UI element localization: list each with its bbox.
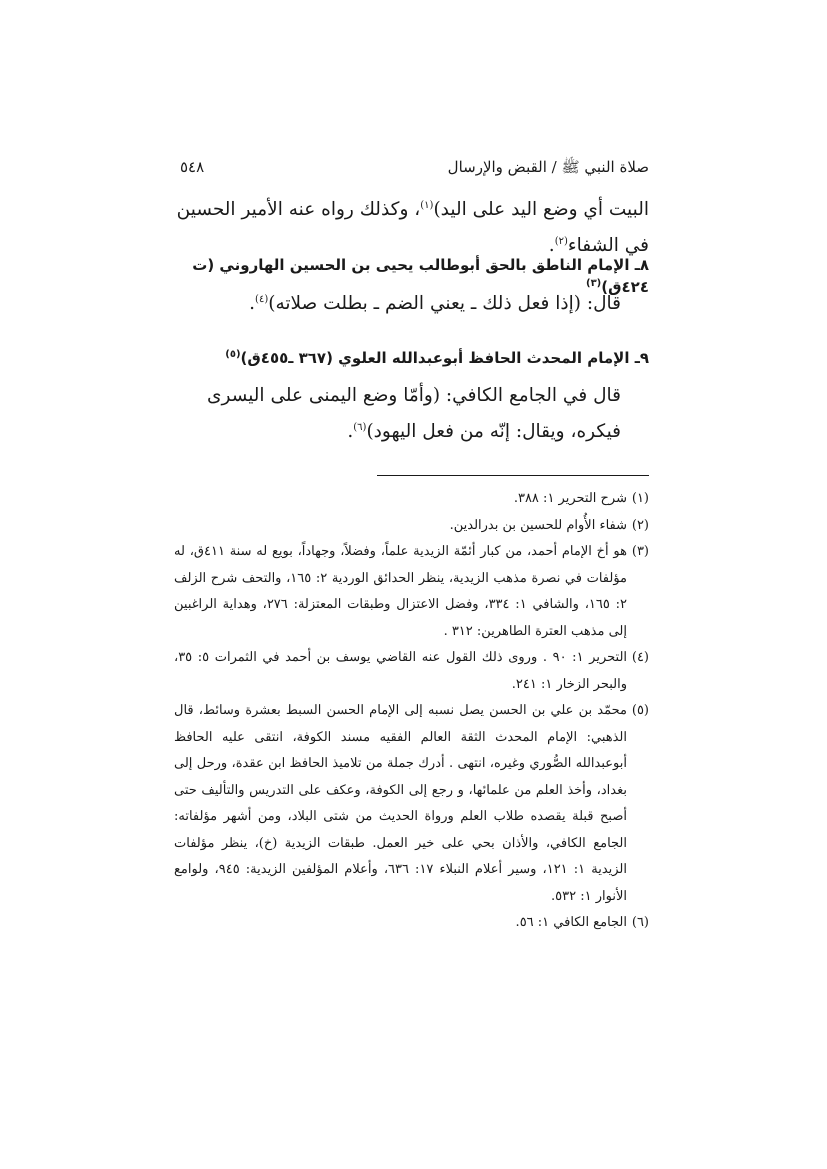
footnote-ref[interactable]: (١) xyxy=(420,199,434,211)
paragraph-text: ، وكذلك رواه عنه الأمير الحسين في الشفاء xyxy=(176,199,649,256)
footnote xyxy=(174,513,649,540)
footnote-number: (٦) xyxy=(631,915,649,930)
footnote xyxy=(174,910,649,937)
footnote-text: هو أخ الإمام أحمد، من كبار أئمّة الزيدية علماً، وفضلاً، وجهاداً، بويع له سنة ٤١١ق، له مؤلفات في نصرة مذهب الزيدية، ينظر الحدائق الوردية ٢: ١٦٥، والتحف شرح الزلف ٢: ١٦٥، والشافي ١: ٣٣٤، وفضل الاعتزال وطبقات المعتزلة: ٢٧٦، وهداية الراغبين إلى مذهب العترة الطاهرين: ٣١٢ . xyxy=(174,544,628,639)
paragraph-text: قال: (إذا فعل ذلك ـ يعني الضم ـ بطلت صلاته) xyxy=(268,293,621,314)
header-title: صلاة النبي ﷺ / القبض والإرسال xyxy=(447,158,649,176)
footnote xyxy=(174,698,649,910)
footnote-text: الجامع الكافي ١: ٥٦. xyxy=(515,915,627,930)
footnote xyxy=(174,645,649,698)
footnote xyxy=(174,539,649,645)
footnote-number: (٣) xyxy=(631,544,649,559)
footnotes xyxy=(174,486,649,937)
footnote xyxy=(174,486,649,513)
footnote-number: (٥) xyxy=(631,703,649,718)
footnote-text: شرح التحرير ١: ٣٨٨. xyxy=(513,491,627,506)
footnote-text: شفاء الأُوام للحسين بن بدرالدين. xyxy=(449,517,627,533)
paragraph-2 xyxy=(174,286,649,322)
heading-text: ٨ـ الإمام الناطق بالحق أبوطالب يحيى بن الحسين الهاروني (ت ٤٢٤ق) xyxy=(192,256,649,296)
footnote-text: محمّد بن علي بن الحسن يصل نسبه إلى الإمام الحسن السبط بعشرة وسائط، قال الذهبي: الإمام المحدث الثقة العالم الفقيه مسند الكوفة، انتقى عليه الحافظ أبوعبدالله الصُّوري وغيره، انتهى . أدرك جملة من تلاميذ الحافظ ابن عقدة، ورحل إلى بغداد، وأخذ العلم من علمائها، و رجع إلى الكوفة، وعكف على التدريس والتأليف حتى أصبح قبلة يقصده طلاب العلم ورواة الحديث من شتى البلاد، ومن أشهر مؤلفاته: الجامع الكافي، والأذان بحي على خير العمل. طبقات الزيدية (خ)، ينظر مؤلفات الزيدية ١: ١٢١، وسير أعلام النبلاء ١٧: ٦٣٦، وأعلام المؤلفين الزيدية: ٩٤٥، ولوامع الأنوار ١: ٥٣٢. xyxy=(174,703,628,904)
footnote-text: التحرير ١: ٩٠ . وروى ذلك القول عنه القاضي يوسف بن أحمد في الثمرات ٥: ٣٥، والبحر الزخار ١: ٢٤١. xyxy=(174,650,628,692)
paragraph-3 xyxy=(174,378,649,450)
footnote-ref[interactable]: (٥) xyxy=(225,349,241,360)
footnote-ref[interactable]: (٣) xyxy=(585,278,602,289)
paragraph-end: . xyxy=(347,421,354,442)
paragraph-end: . xyxy=(548,235,555,256)
heading-text: ٩ـ الإمام المحدث الحافظ أبوعبدالله العلوي (٣٦٧ ـ٤٥٥ق) xyxy=(240,349,649,367)
running-header xyxy=(180,158,649,182)
page-number: ٥٤٨ xyxy=(180,158,205,176)
footnote-ref[interactable]: (٤) xyxy=(255,293,269,305)
paragraph-text: قال في الجامع الكافي: (وأمّا وضع اليمنى على اليسرى فيكره، ويقال: إنّه من فعل اليهود) xyxy=(207,385,621,442)
paragraph-end: . xyxy=(249,293,256,314)
paragraph-text: البيت أي وضع اليد على اليد) xyxy=(433,199,649,220)
footnote-ref[interactable]: (٦) xyxy=(353,421,367,433)
section-heading-9 xyxy=(174,347,649,369)
footnote-divider xyxy=(377,475,649,476)
footnote-ref[interactable]: (٢) xyxy=(554,235,568,247)
footnote-number: (٤) xyxy=(631,650,649,665)
footnote-number: (٢) xyxy=(631,517,649,533)
footnote-number: (١) xyxy=(631,491,649,506)
